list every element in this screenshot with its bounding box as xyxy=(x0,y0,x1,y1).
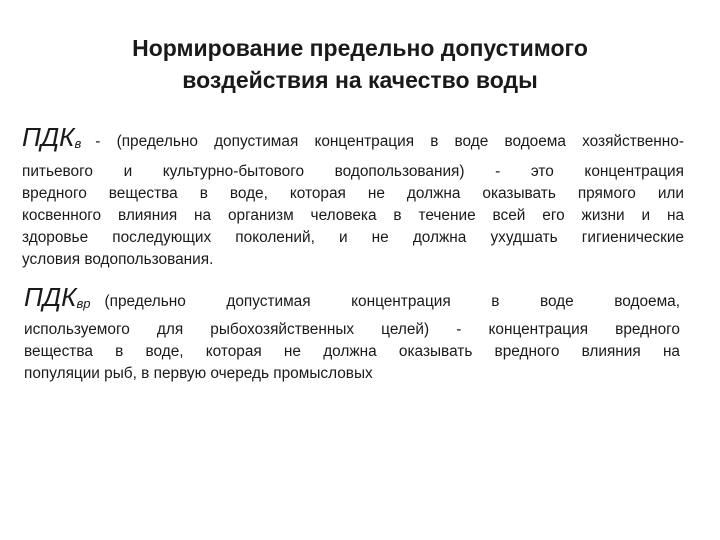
definition-line: популяции рыб, в первую очередь промысловых xyxy=(24,365,373,382)
definition-lead-text: - (предельно допустимая концентрация в воде водоема хозяйственно- xyxy=(95,133,684,150)
definition-line: здоровье последующих поколений, и не должна ухудшать гигиенические xyxy=(22,229,684,246)
term-subscript: в xyxy=(74,136,82,151)
definition-lead-text: (предельно допустимая концентрация в воде водоема, xyxy=(104,293,680,310)
definition-line: вещества в воде, которая не должна оказывать вредного влияния на xyxy=(24,343,680,360)
term-pdk-v xyxy=(22,122,81,159)
definition-line: используемого для рыбохозяйственных целей) - концентрация вредного xyxy=(24,321,680,338)
definition-pdk-vr xyxy=(24,282,680,385)
slide-title xyxy=(40,32,680,96)
term-label: ПДК xyxy=(22,122,75,152)
definition-line: условия водопользования. xyxy=(22,251,214,268)
term-subscript: вр xyxy=(76,296,91,311)
definition-line: вредного вещества в воде, которая не должна оказывать прямого или xyxy=(22,185,684,202)
definition-line: питьевого и культурно-бытового водопользования) - это концентрация xyxy=(22,163,684,180)
definition-lead xyxy=(24,282,680,319)
definition-pdk-v xyxy=(22,122,684,271)
term-label: ПДК xyxy=(24,282,77,312)
definition-line: косвенного влияния на организм человека в течение всей его жизни и на xyxy=(22,207,684,224)
definition-lead xyxy=(22,122,684,159)
term-pdk-vr xyxy=(24,282,91,319)
title-line-1: Нормирование предельно допустимого xyxy=(132,35,588,61)
title-line-2: воздействия на качество воды xyxy=(182,67,538,93)
